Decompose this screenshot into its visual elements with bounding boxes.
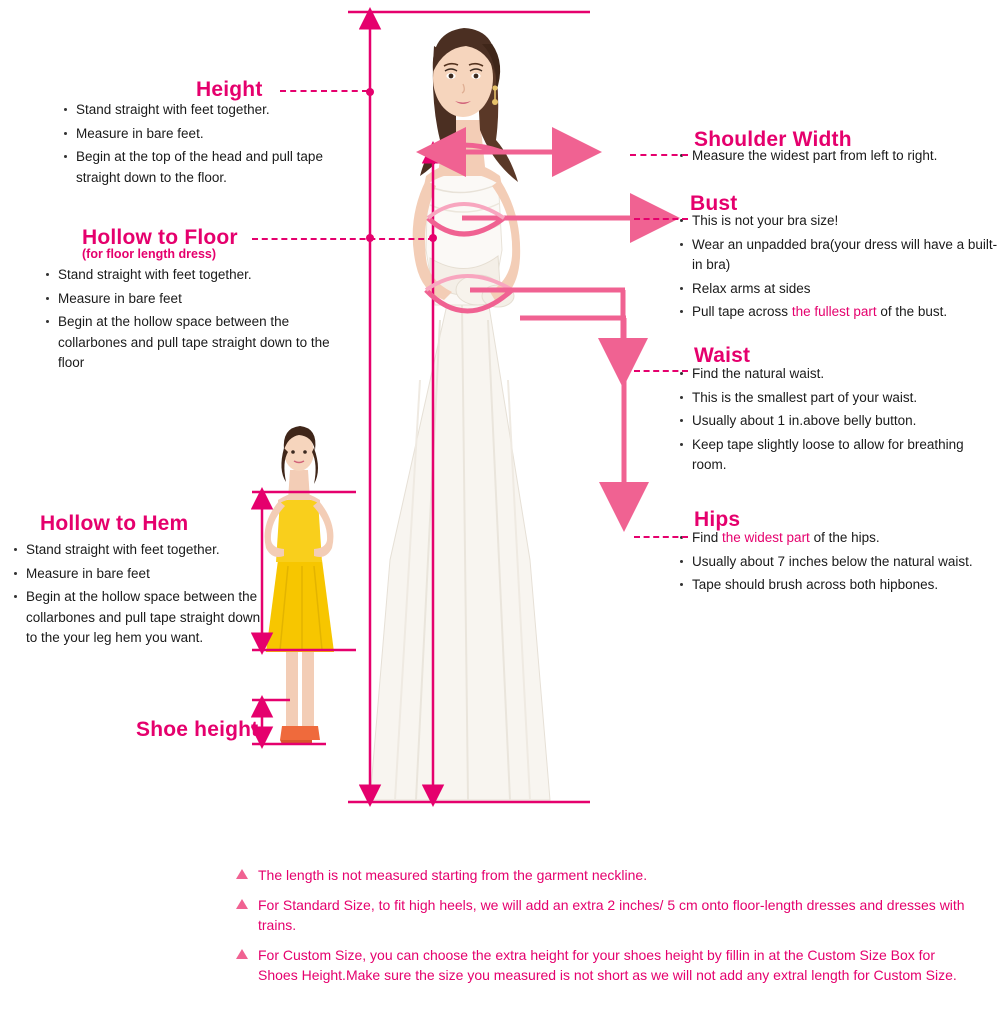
footer-notes — [236, 866, 976, 995]
bust-highlight: the fullest part — [791, 304, 877, 320]
shoulder-leader-line — [630, 154, 688, 156]
list-item: This is not your bra size! — [678, 211, 998, 232]
waist-bullets — [678, 364, 998, 479]
warning-triangle-icon — [236, 949, 248, 959]
hollow-to-floor-heading: Hollow to Floor — [82, 226, 238, 249]
shoe-height-heading: Shoe height — [136, 718, 259, 741]
list-item: Stand straight with feet together. — [12, 540, 262, 561]
height-bullets — [62, 100, 362, 191]
hips-leader-line — [634, 536, 688, 538]
hollow-to-floor-bullets — [44, 265, 344, 377]
list-item: Usually about 7 inches below the natural waist. — [678, 552, 998, 573]
list-item: Find the natural waist. — [678, 364, 998, 385]
list-item: Tape should brush across both hipbones. — [678, 575, 998, 596]
list-item: Measure in bare feet. — [62, 124, 362, 145]
hips-heading: Hips — [694, 508, 741, 531]
hollow-to-hem-heading: Hollow to Hem — [40, 512, 189, 535]
note-text: The length is not measured starting from the garment neckline. — [258, 867, 648, 883]
note-item — [236, 946, 976, 986]
height-leader-line — [280, 90, 368, 92]
warning-triangle-icon — [236, 899, 248, 909]
hips-bullets — [678, 528, 998, 599]
shoulder-width-heading: Shoulder Width — [694, 128, 852, 151]
list-item: Begin at the top of the head and pull tape straight down to the floor. — [62, 147, 362, 188]
bust-bullets — [678, 211, 998, 326]
list-item: Measure the widest part from left to right. — [678, 146, 998, 167]
hollow-to-hem-bullets — [12, 540, 262, 652]
bust-leader-line — [634, 218, 688, 220]
note-item — [236, 866, 976, 886]
list-item-hips-widest: Find the widest part of the hips. — [678, 528, 998, 549]
hollow-to-floor-leader-line — [252, 238, 434, 240]
waist-heading: Waist — [694, 344, 751, 367]
list-item-bust-fullest: Pull tape across the fullest part of the bust. — [678, 302, 998, 323]
list-item: Begin at the hollow space between the collarbones and pull tape straight down to the your leg hem you want. — [12, 587, 262, 649]
bust-heading: Bust — [690, 192, 738, 215]
waist-leader-line — [634, 370, 688, 372]
list-item: Stand straight with feet together. — [62, 100, 362, 121]
list-item: Keep tape slightly loose to allow for breathing room. — [678, 435, 998, 476]
list-item: Wear an unpadded bra(your dress will have a built-in bra) — [678, 235, 998, 276]
list-item: Relax arms at sides — [678, 279, 998, 300]
note-text: For Standard Size, to fit high heels, we will add an extra 2 inches/ 5 cm onto floor-length dresses and dresses with trains. — [258, 896, 965, 933]
note-item — [236, 896, 976, 936]
list-item: Begin at the hollow space between the collarbones and pull tape straight down to the floor — [44, 312, 344, 374]
height-heading: Height — [196, 78, 263, 101]
list-item: Usually about 1 in.above belly button. — [678, 411, 998, 432]
list-item: Measure in bare feet — [12, 564, 262, 585]
list-item: Measure in bare feet — [44, 289, 344, 310]
list-item: Stand straight with feet together. — [44, 265, 344, 286]
warning-triangle-icon — [236, 869, 248, 879]
list-item: This is the smallest part of your waist. — [678, 388, 998, 409]
hips-highlight: the widest part — [722, 530, 810, 545]
note-text: For Custom Size, you can choose the extra height for your shoes height by fillin in at the Custom Size Box for Shoes Height.Make sure the size you measured is not short as we will not add any extral length for Custom Size. — [258, 946, 957, 983]
shoulder-width-bullets — [678, 146, 998, 170]
hollow-to-floor-subheading: (for floor length dress) — [82, 247, 217, 261]
